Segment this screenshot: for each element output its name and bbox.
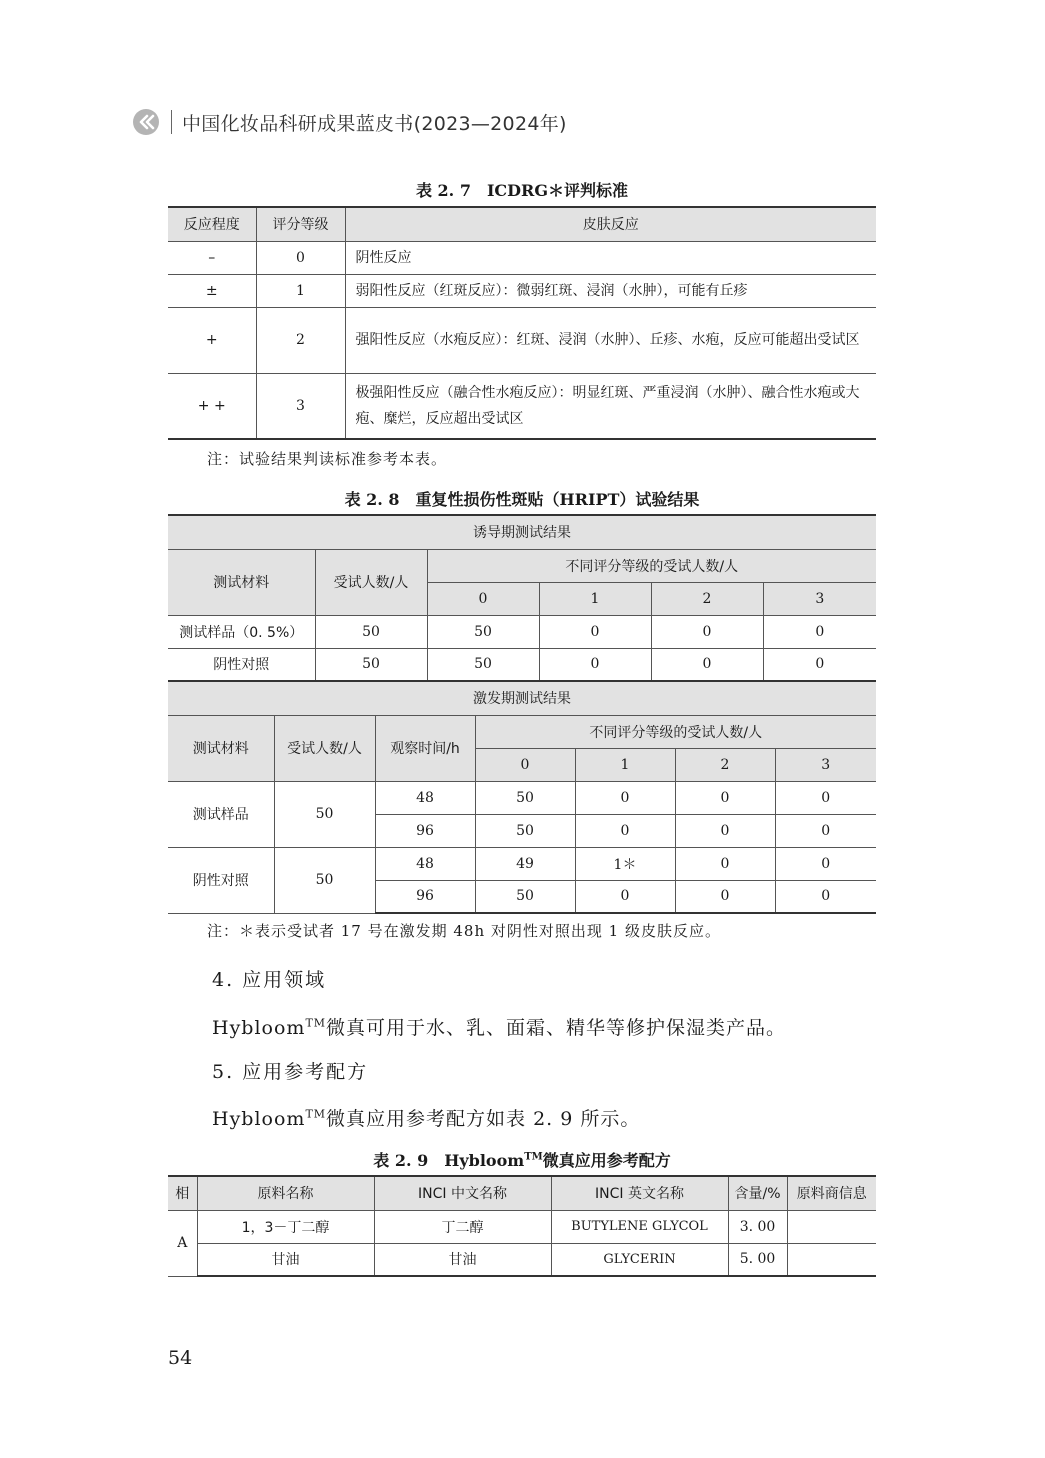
col-grades: 不同评分等级的受试人数/人 [427, 549, 876, 582]
table-row: A 1，3－丁二醇 丁二醇 BUTYLENE GLYCOL 3. 00 [168, 1210, 876, 1243]
table-2-7-note: 注：试验结果判读标准参考本表。 [207, 450, 448, 468]
table-2-8-induction: 诱导期测试结果 测试材料 受试人数/人 不同评分等级的受试人数/人 0 1 2 3 测试样品（0. 5%） 50 50 0 0 0 阴性对照 50 50 0 0 0 [168, 514, 876, 682]
table-row: 测试样品 50 48 50 0 0 0 [168, 781, 876, 814]
challenge-title: 激发期测试结果 [168, 681, 876, 715]
running-header [133, 106, 567, 138]
table-2-9 [168, 1175, 876, 1277]
table-row: 甘油 甘油 GLYCERIN 5. 00 [168, 1243, 876, 1276]
header-skin-reaction: 皮肤反应 [345, 207, 876, 241]
table-row: 阴性对照 50 48 49 1＊ 0 0 [168, 847, 876, 880]
header-phase: 相 [168, 1176, 197, 1210]
table-row: 96 50 0 0 0 [168, 880, 876, 913]
table-row: 96 50 0 0 0 [168, 814, 876, 847]
table-2-9-caption: 表 2. 9 Hybloom™微真应用参考配方 [373, 1151, 671, 1170]
induction-title: 诱导期测试结果 [168, 515, 876, 549]
table-row: 测试样品（0. 5%） 50 50 0 0 0 [168, 615, 876, 648]
section-4-text: Hybloom™微真可用于水、乳、面霜、精华等修护保湿类产品。 [212, 1016, 787, 1039]
header-inci-cn: INCI 中文名称 [374, 1176, 551, 1210]
col-material: 测试材料 [168, 715, 274, 781]
col-subjects: 受试人数/人 [274, 715, 375, 781]
header-score-grade: 评分等级 [256, 207, 345, 241]
section-5-heading: 5. 应用参考配方 [212, 1061, 369, 1083]
section-4-heading: 4. 应用领域 [212, 969, 327, 991]
book-title: 中国化妆品科研成果蓝皮书(2023—2024年) [182, 112, 567, 135]
col-material: 测试材料 [168, 549, 315, 615]
header-reaction-degree: 反应程度 [168, 207, 256, 241]
table-2-7 [168, 206, 876, 440]
table-2-8-caption: 表 2. 8 重复性损伤性斑贴（HRIPT）试验结果 [344, 490, 700, 509]
table-row: – 0 阴性反应 [168, 241, 876, 274]
header-inci-en: INCI 英文名称 [551, 1176, 728, 1210]
table-2-7-caption: 表 2. 7 ICDRG＊评判标准 [415, 181, 629, 200]
page-number: 54 [168, 1347, 193, 1369]
double-chevron-logo-icon [133, 109, 159, 135]
col-grades: 不同评分等级的受试人数/人 [475, 715, 876, 748]
col-time: 观察时间/h [375, 715, 475, 781]
table-2-8-challenge: 激发期测试结果 测试材料 受试人数/人 观察时间/h 不同评分等级的受试人数/人 0 1 2 3 测试样品 50 48 50 0 0 0 96 50 0 0 0 阴性对照 50 48 49 1＊ 0 0 96 50 0 0 0 [168, 680, 876, 914]
section-5-text: Hybloom™微真应用参考配方如表 2. 9 所示。 [212, 1107, 641, 1130]
header-supplier: 原料商信息 [787, 1176, 876, 1210]
header-material-name: 原料名称 [197, 1176, 374, 1210]
table-2-8-note: 注：＊表示受试者 17 号在激发期 48h 对阴性对照出现 1 级皮肤反应。 [207, 922, 721, 940]
table-row: 阴性对照 50 50 0 0 0 [168, 648, 876, 681]
header-content: 含量/% [728, 1176, 787, 1210]
table-row: + + 3 极强阳性反应（融合性水疱反应）：明显红斑、严重浸润（水肿）、融合性水疱或大疱、糜烂，反应超出受试区 [168, 373, 876, 439]
header-divider [171, 110, 172, 134]
table-row: ± 1 弱阳性反应（红斑反应）：微弱红斑、浸润（水肿），可能有丘疹 [168, 274, 876, 307]
table-row: + 2 强阳性反应（水疱反应）：红斑、浸润（水肿）、丘疹、水疱，反应可能超出受试区 [168, 307, 876, 373]
col-subjects: 受试人数/人 [315, 549, 427, 615]
